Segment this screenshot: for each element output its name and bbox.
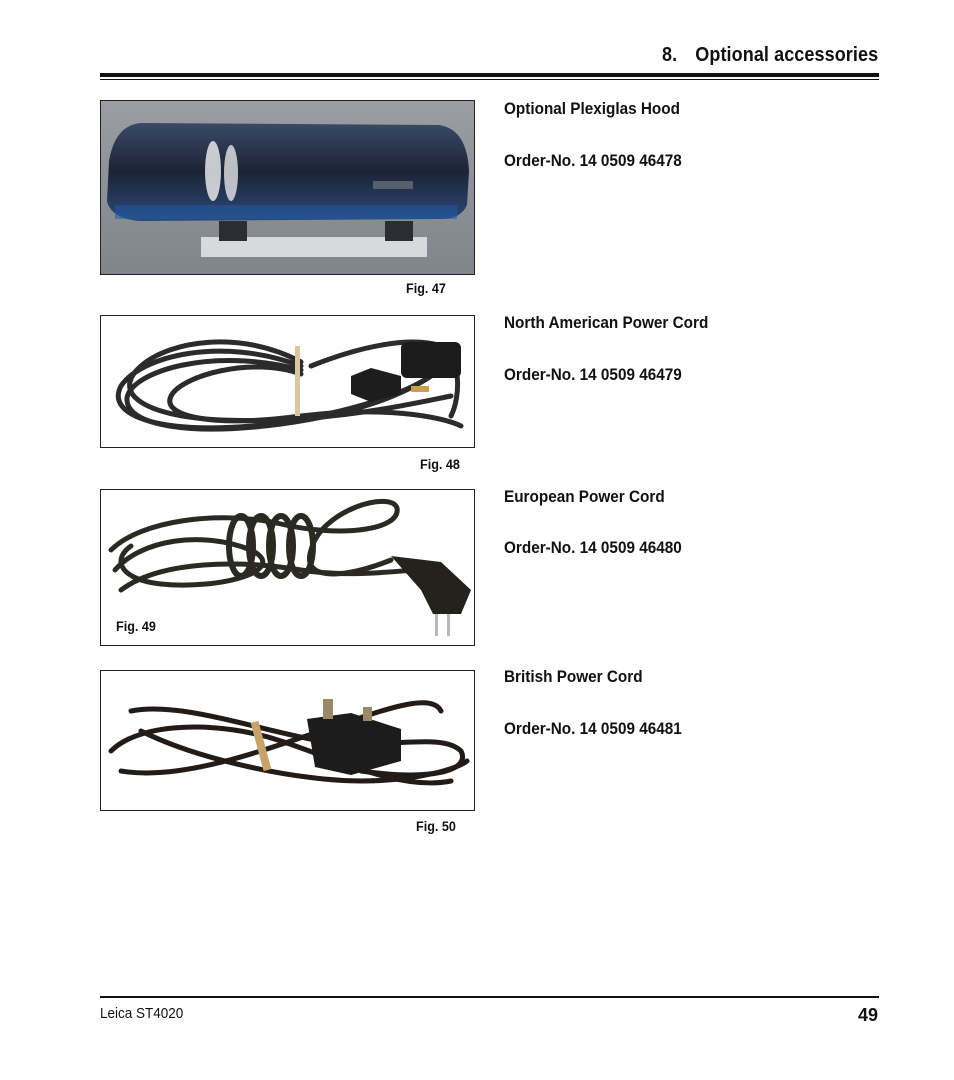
figure-caption: Fig. 48 xyxy=(420,456,460,472)
item-name: European Power Cord xyxy=(504,487,665,506)
page-number: 49 xyxy=(857,1005,878,1025)
item-order-number: Order-No. 14 0509 46479 xyxy=(504,365,682,384)
item-name: Optional Plexiglas Hood xyxy=(504,99,680,118)
plexiglas-hood-photo xyxy=(100,100,475,275)
item-order-number: Order-No. 14 0509 46480 xyxy=(504,538,682,557)
north-american-cord-photo xyxy=(100,315,475,448)
figure-caption: Fig. 50 xyxy=(416,818,456,834)
header-rule-thin xyxy=(100,79,879,80)
header-rule-thick xyxy=(100,73,879,77)
page-title: 8. Optional accessories xyxy=(661,44,878,66)
item-name: North American Power Cord xyxy=(504,313,709,332)
item-order-number: Order-No. 14 0509 46478 xyxy=(504,151,682,170)
figure-caption: Fig. 49 xyxy=(116,618,156,634)
footer-rule xyxy=(100,996,879,998)
footer-product-name: Leica ST4020 xyxy=(100,1005,184,1022)
item-name: British Power Cord xyxy=(504,667,643,686)
item-order-number: Order-No. 14 0509 46481 xyxy=(504,719,682,738)
figure-caption: Fig. 47 xyxy=(406,280,446,296)
european-cord-photo xyxy=(100,489,475,646)
british-cord-photo xyxy=(100,670,475,811)
